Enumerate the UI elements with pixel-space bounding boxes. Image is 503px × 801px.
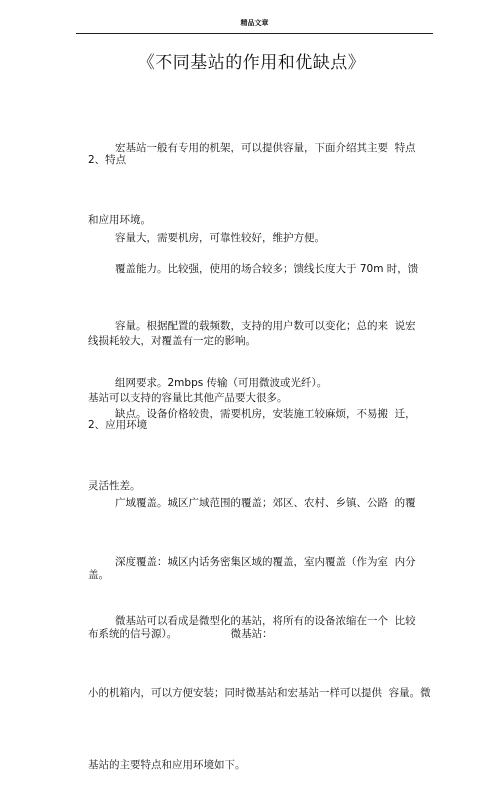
paragraph-line: 宏基站一般有专用的机架，可以提供容量，下面介绍其主要 特点 [115,142,416,154]
paragraph-line: 覆盖能力。比较强，使用的场合较多；馈线长度大于 70m 时，馈 [115,263,419,275]
paragraph-line: 微基站可以看成是微型化的基站，将所有的设备浓缩在一个 比较 [115,615,416,627]
paragraph-micro-base-station [88,561,440,801]
paragraph-line: 布系统的信号源）。 微基站： [88,628,273,640]
paragraph-line: 容量大，需要机房，可靠性较好，维护方便。 [115,232,325,244]
paragraph-line: 盖。 [88,569,109,581]
paragraph-line: 缺点。设备价格较贵，需要机房，安装施工较麻烦，不易搬 迁， [115,408,416,420]
section-heading-features: 2、特点 [88,154,127,166]
section-heading-application: 2、应用环境 [88,419,148,431]
paragraph-line: 小的机箱内，可以方便安装；同时微基站和宏基站一样可以提供 容量。微 [88,687,431,699]
paragraph-line: 线损耗较大，对覆盖有一定的影响。 [88,335,256,347]
paragraph-line: 和应用环境。 [88,214,151,226]
paragraph-line: 基站可以支持的容量比其他产品要大很多。 [88,392,288,404]
paragraph-line: 基站的主要特点和应用环境如下。 [88,759,246,771]
paragraph-line: 灵活性差。 [88,480,141,492]
paragraph-line: 广域覆盖。城区广域范围的覆盖；郊区、农村、乡镇、公路 的覆 [115,497,416,509]
paragraph-line: 容量。根据配置的载频数，支持的用户数可以变化；总的来 说宏 [115,320,416,332]
paragraph-line: 组网要求。2mbps 传输（可用微波或光纤）。 [115,377,328,389]
document-title: 《不同基站的作用和优缺点》 [137,53,366,73]
paragraph-line: 深度覆盖：城区内话务密集区域的覆盖，室内覆盖（作为室 内分 [115,556,416,568]
page-header: 精品文章 [76,18,433,34]
